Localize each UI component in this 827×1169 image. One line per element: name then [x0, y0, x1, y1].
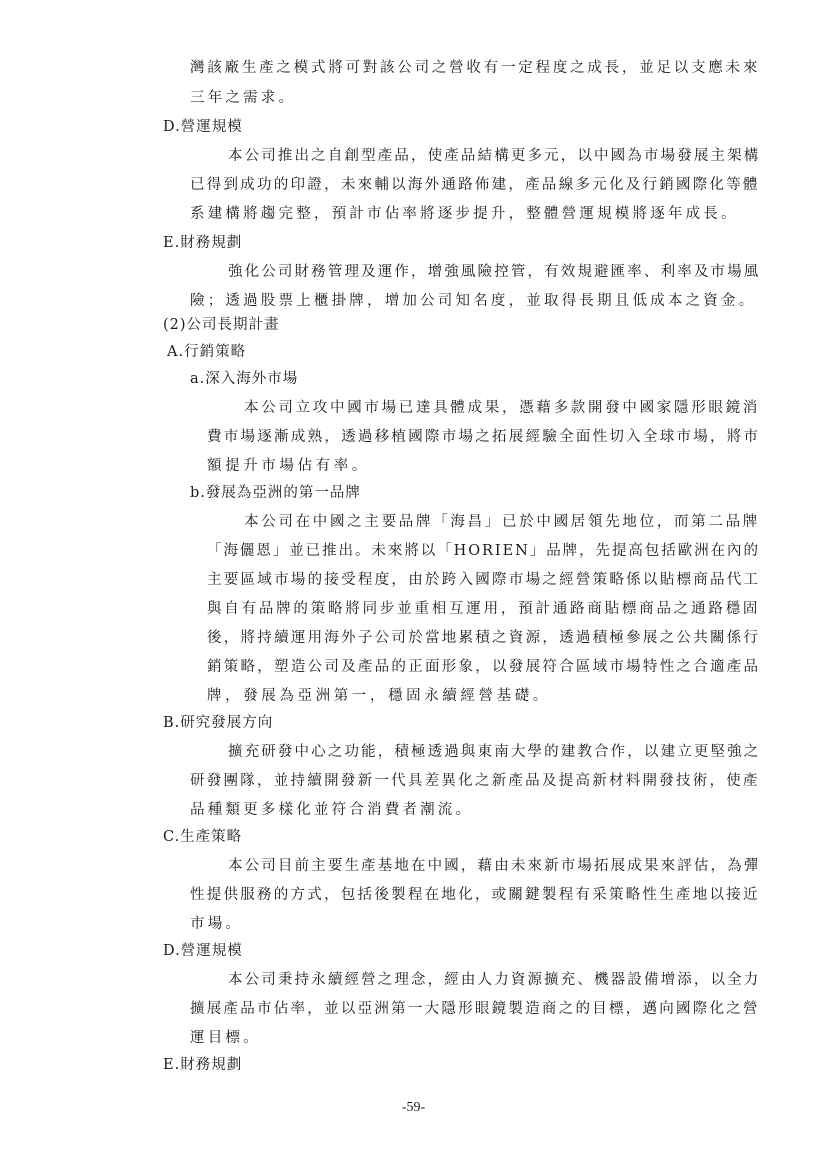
- text-line: 擴充研發中心之功能，積極透過與東南大學的建教合作，以建立更堅強之: [228, 744, 761, 760]
- section-heading: C.生產策略: [163, 829, 243, 845]
- subsection-heading: b.發展為亞洲的第一品牌: [190, 485, 361, 501]
- text-line: 主要區域市場的接受程度，由於跨入國際市場之經營策略係以貼標商品代工: [207, 572, 761, 588]
- text-line: 額提升市場佔有率。: [207, 458, 370, 474]
- text-line: 市場。: [190, 916, 244, 932]
- text-line: 本公司推出之自創型產品，使產品結構更多元，以中國為市場發展主架構: [228, 148, 761, 164]
- text-line: 研發團隊，並持續開發新一代具差異化之新產品及提高新材料開發技術，使產: [190, 773, 760, 789]
- subsection-heading: a.深入海外市場: [190, 371, 299, 387]
- text-line: 險；透過股票上櫃掛牌，增加公司知名度，並取得長期且低成本之資金。: [190, 293, 757, 309]
- text-line: 已得到成功的印證，未來輔以海外通路佈建，產品線多元化及行銷國際化等體: [190, 177, 760, 193]
- text-line: 本公司在中國之主要品牌「海昌」已於中國居領先地位，而第二品牌: [244, 514, 760, 530]
- section-heading: B.研究發展方向: [163, 715, 274, 731]
- text-line: 後，將持續運用海外子公司於當地累積之資源，透過積極參展之公共關係行: [207, 630, 761, 646]
- text-line: 本公司秉持永續經營之理念，經由人力資源擴充、機器設備增添，以全力: [228, 972, 761, 988]
- text-line: 三年之需求。: [190, 90, 297, 106]
- page-number: -59-: [401, 1100, 426, 1115]
- section-heading: D.營運規模: [163, 119, 243, 135]
- text-line: 品種類更多樣化並符合消費者潮流。: [190, 802, 474, 818]
- text-line: 費市場逐漸成熟，透過移植國際市場之拓展經驗全面性切入全球市場，將市: [207, 429, 761, 445]
- text-line: 系建構將趨完整，預計市佔率將逐步提升，整體營運規模將逐年成長。: [190, 206, 739, 222]
- text-line: 運目標。: [190, 1030, 261, 1046]
- text-line: 銷策略，塑造公司及產品的正面形象，以發展符合區域市場特性之合適產品: [207, 659, 761, 675]
- text-line: 強化公司財務管理及運作，增強風險控管，有效規避匯率、利率及市場風: [228, 264, 761, 280]
- text-line: 灣該廠生產之模式將可對該公司之營收有一定程度之成長，並足以支應未來: [190, 60, 761, 76]
- section-heading: E.財務規劃: [163, 235, 243, 251]
- text-line: 本公司立攻中國市場已達具體成果，憑藉多款開發中國家隱形眼鏡消: [244, 400, 760, 416]
- text-line: 「海儷恩」並已推出。未來將以「HORIEN」品牌，先提高包括歐洲在內的: [207, 543, 760, 559]
- text-line: 牌，發展為亞洲第一，穩固永續經營基礎。: [207, 688, 551, 704]
- section-heading: E.財務規劃: [163, 1057, 243, 1073]
- text-line: 性提供服務的方式，包括後製程在地化，或關鍵製程有采策略性生產地以接近: [190, 887, 760, 903]
- text-line: 與自有品牌的策略將同步並重相互運用，預計通路商貼標商品之通路穩固: [207, 601, 761, 617]
- section-heading: (2)公司長期計畫: [163, 317, 280, 333]
- section-heading: D.營運規模: [163, 943, 243, 959]
- section-heading: A.行銷策略: [167, 344, 247, 360]
- text-line: 擴展產品市佔率，並以亞洲第一大隱形眼鏡製造商之的目標，邁向國際化之營: [190, 1001, 760, 1017]
- text-line: 本公司目前主要生產基地在中國，藉由未來新市場拓展成果來評估，為彈: [228, 858, 761, 874]
